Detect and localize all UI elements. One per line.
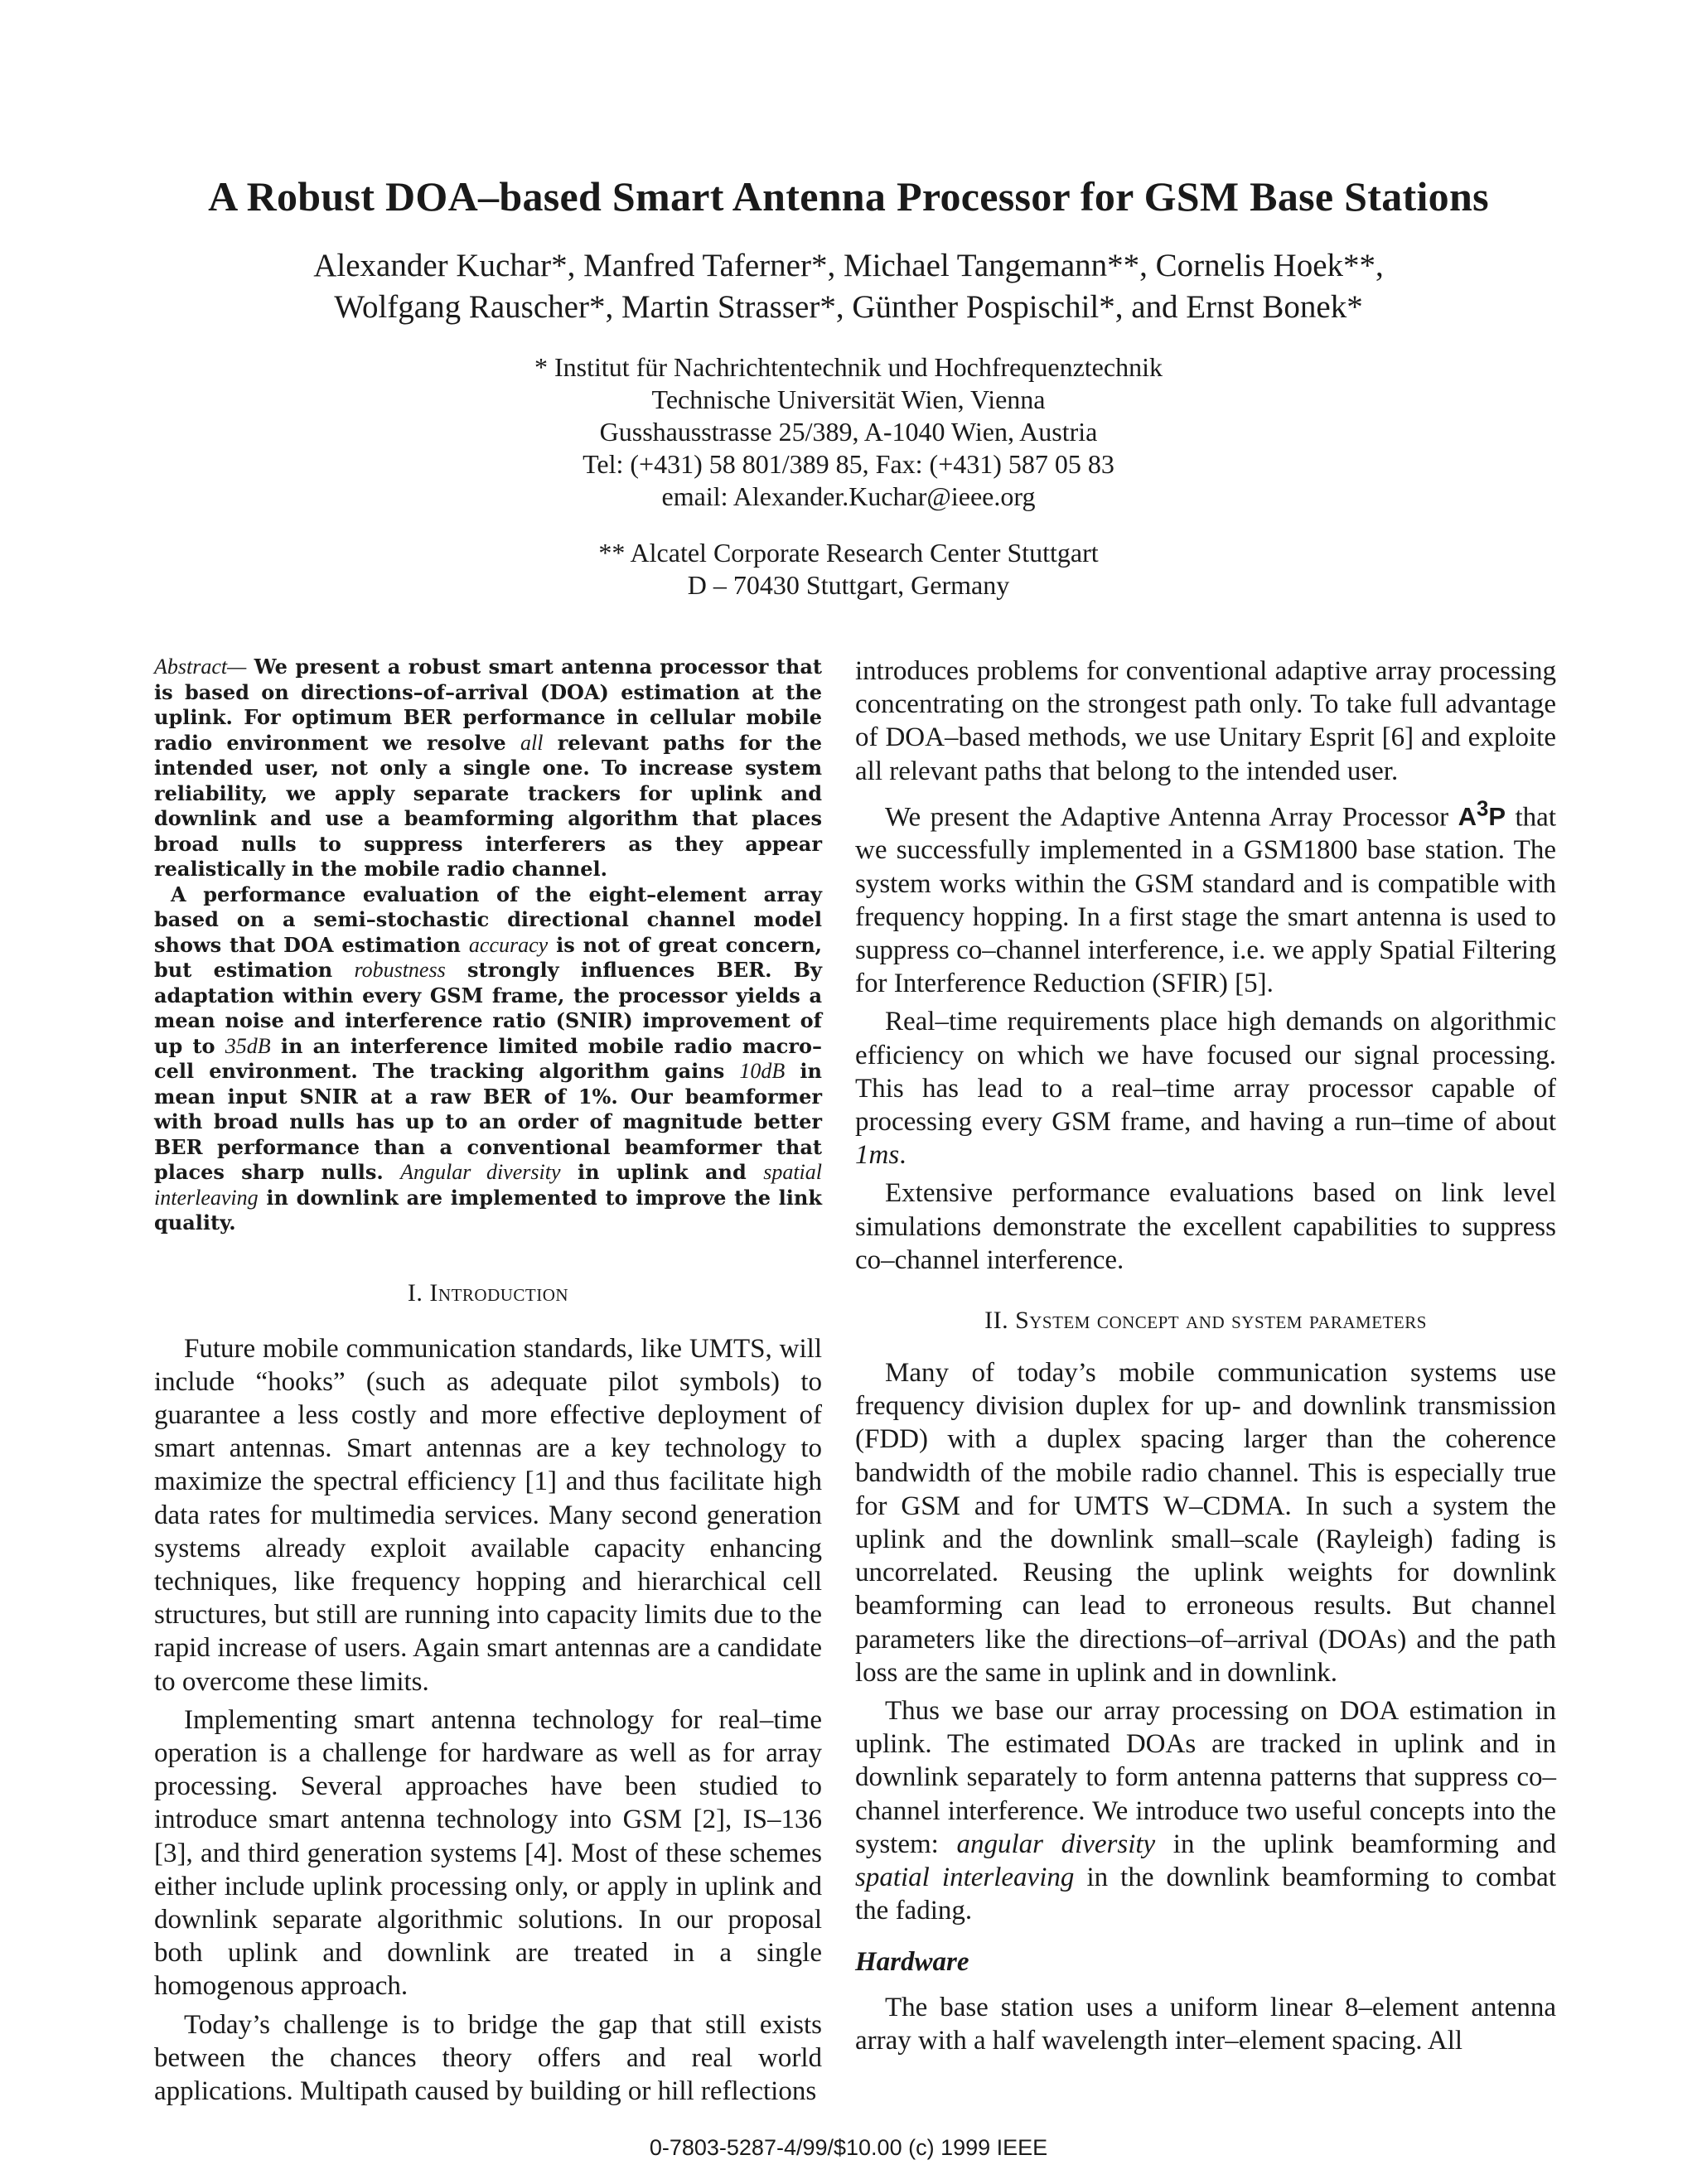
paragraph: We present the Adaptive Antenna Array Processor $A^3P$ that we successfully implemented in a GSM1800 base station. The system works within the GSM standard and is compatible with frequency hopping. In a first stage the smart antenna is used to suppress co–channel interference, i.e. we apply Spatial Filtering for Interference Reduction (SFIR) [5].: [855, 797, 1556, 999]
copyright-footer: 0-7803-5287-4/99/$10.00 (c) 1999 IEEE: [649, 2135, 1048, 2160]
section-heading-system-concept: II. System concept and system parameters: [984, 1306, 1427, 1334]
paragraph: Extensive performance evaluations based on link level simulations demonstrate the excellent capabilities to suppress co–channel interference.: [855, 1178, 1556, 1275]
left-column: [154, 655, 822, 2108]
affiliation-line: Tel: (+431) 58 801/389 85, Fax: (+431) 587 05 83: [583, 449, 1114, 479]
a3p-acronym: $A^3P$: [1458, 797, 1506, 832]
system-concept-body: [855, 1356, 1556, 2057]
paragraph: The base station uses a uniform linear 8–element antenna array with a half wavelength inter–element spacing. All: [855, 1992, 1556, 2056]
abstract-label: Abstract—: [154, 655, 247, 679]
paragraph: Thus we base our array processing on DOA estimation in uplink. The estimated DOAs are tracked in uplink and in downlink separately to form antenna patterns that suppress co–channel interference. We introduce two useful concepts into the system: angular diversity in the uplink beamforming and spatial interleaving in the downlink beamforming to combat the fading.: [855, 1696, 1556, 1926]
introduction-body: [154, 1332, 822, 2109]
introduction-body-continued: [855, 655, 1556, 1277]
paragraph: Future mobile communication standards, like UMTS, will include “hooks” (such as adequate pilot symbols) to guarantee a less costly and more effective deployment of smart antennas. Smart antennas are a key technology to maximize the spectral efficiency [1] and thus facilitate high data rates for multimedia services. Many second generation systems already exploit available capacity enhancing techniques, like frequency hopping and hierarchical cell structures, but still are running into capacity limits due to the rapid increase of users. Again smart antennas are a candidate to overcome these limits.: [154, 1333, 822, 1697]
affiliation-line: * Institut für Nachrichtentechnik und Hochfrequenztechnik: [534, 352, 1163, 382]
affiliation-line: Gusshausstrasse 25/389, A-1040 Wien, Austria: [599, 417, 1098, 447]
affiliation-stuttgart: [0, 537, 1697, 602]
paragraph: Today’s challenge is to bridge the gap that still exists between the chances theory offers and real world applications. Multipath caused by building or hill reflections: [154, 2009, 822, 2106]
affiliation-email: email: Alexander.Kuchar@ieee.org: [661, 481, 1036, 511]
affiliation-line: D – 70430 Stuttgart, Germany: [687, 570, 1010, 600]
affiliation-line: ** Alcatel Corporate Research Center Stuttgart: [598, 538, 1099, 568]
authors-line-2: Wolfgang Rauscher*, Martin Strasser*, Günther Pospischil*, and Ernst Bonek*: [334, 289, 1363, 325]
right-column: [855, 655, 1556, 2057]
paragraph: Many of today’s mobile communication systems use frequency division duplex for up- and downlink transmission (FDD) with a duplex spacing larger than the coherence bandwidth of the mobile radio channel. This is especially true for GSM and for UMTS W–CDMA. In such a system the uplink and the downlink small–scale (Rayleigh) fading is uncorrelated. Reusing the uplink weights for downlink beamforming can lead to erroneous results. But channel parameters like the directions–of–arrival (DOAs) and the path loss are the same in uplink and in downlink.: [855, 1357, 1556, 1688]
affiliation-line: Technische Universität Wien, Vienna: [651, 384, 1046, 414]
author-list: [0, 245, 1697, 328]
paragraph: introduces problems for conventional adaptive array processing concentrating on the strongest path only. To take full advantage of DOA–based methods, we use Unitary Esprit [6] and exploite all relevant paths that belong to the intended user.: [855, 656, 1556, 786]
abstract: [154, 655, 822, 1236]
subsection-heading-hardware: Hardware: [855, 1947, 969, 1978]
authors-line-1: Alexander Kuchar*, Manfred Taferner*, Michael Tangemann**, Cornelis Hoek**,: [313, 248, 1384, 283]
paragraph: Implementing smart antenna technology for real–time operation is a challenge for hardware as well as for array processing. Several approaches have been studied to introduce smart antenna technology into GSM [2], IS–136 [3], and third generation systems [4]. Most of these schemes either include uplink processing only, or apply in uplink and downlink separate algorithmic solutions. In our proposal both uplink and downlink are treated in a single homogenous approach.: [154, 1704, 822, 2002]
paper-title: A Robust DOA–based Smart Antenna Processor for GSM Base Stations: [208, 173, 1489, 220]
affiliation-vienna: [0, 351, 1697, 513]
abstract-paragraph: A performance evaluation of the eight–element array based on a semi–stochastic directional channel model shows that DOA estimation accuracy is not of great concern, but estimation robustness strongly influences BER. By adaptation within every GSM frame, the processor yields a mean noise and interference ratio (SNIR) improvement of up to 35dB in an interference limited mobile radio macro–cell environment. The tracking algorithm gains 10dB in mean input SNIR at a raw BER of 1%. Our beamformer with broad nulls has up to an order of magnitude better BER performance than a conventional beamformer that places sharp nulls. Angular diversity in uplink and spatial interleaving in downlink are implemented to improve the link quality.: [154, 882, 823, 1235]
section-heading-introduction: I. Introduction: [407, 1278, 569, 1307]
abstract-paragraph: Abstract— We present a robust smart antenna processor that is based on directions–of–arrival (DOA) estimation at the uplink. For optimum BER performance in cellular mobile radio environment we resolve all relevant paths for the intended user, not only a single one. To increase system reliability, we apply separate trackers for uplink and downlink and use a beamforming algorithm that places broad nulls to suppress interferers as they appear realistically in the mobile radio channel.: [154, 655, 822, 881]
paragraph: Real–time requirements place high demands on algorithmic efficiency on which we have focused our signal processing. This has lead to a real–time array processor capable of processing every GSM frame, and having a run–time of about 1ms.: [855, 1007, 1556, 1171]
